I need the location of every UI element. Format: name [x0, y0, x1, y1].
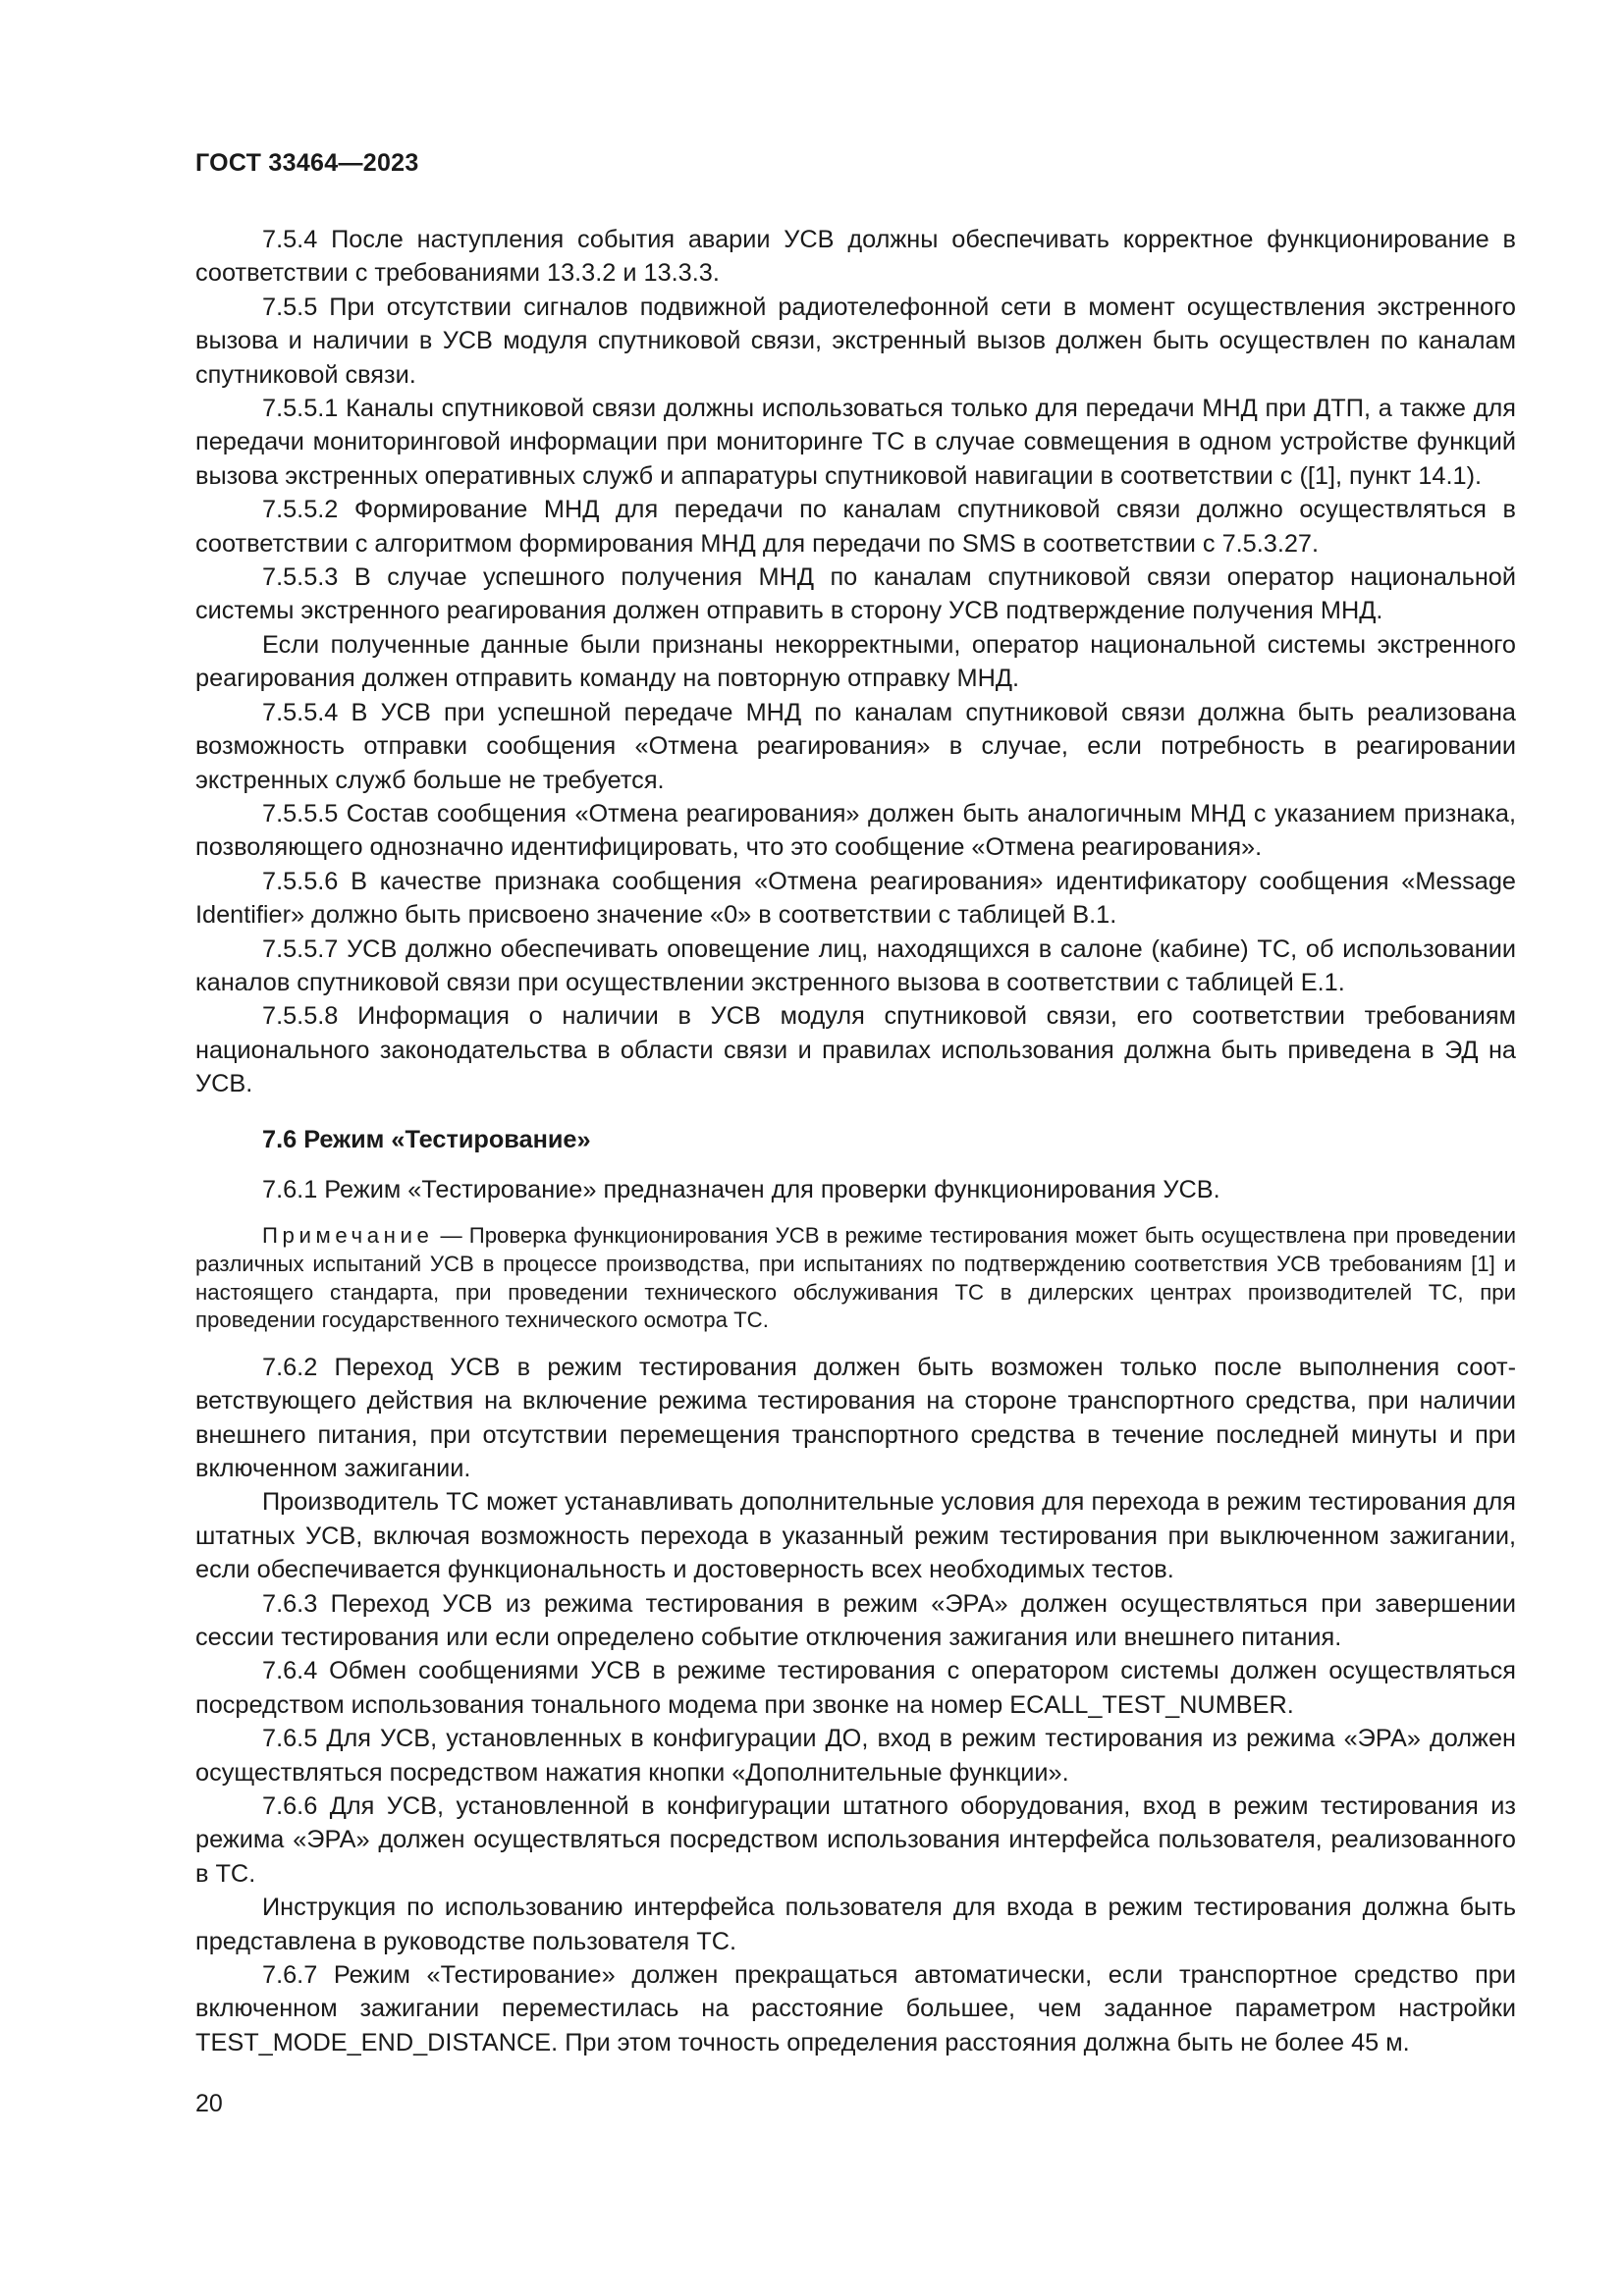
paragraph-7-5-5: 7.5.5 При отсутствии сигналов подвижной радиотелефонной сети в момент осуществления экстренного вызова и наличии в УСВ модуля спутниковой связи, экстренный вызов должен быть осуществлен по каналам спутниковой связи. — [195, 293, 1516, 389]
paragraph-7-6-1: 7.6.1 Режим «Тестирование» предназначен для проверки функционирования УСВ. — [262, 1175, 1220, 1203]
document-body — [195, 223, 1516, 2059]
paragraph-7-5-5-4: 7.5.5.4 В УСВ при успешной передаче МНД по каналам спутниковой связи должна быть реализована возможность отправки сообщения «Отмена реагирования» в случае, если потребность в реагировании экстренных служб больше не требуется. — [195, 698, 1516, 794]
paragraph-7-5-5-5: 7.5.5.5 Состав сообщения «Отмена реагирования» должен быть аналогичным МНД с указанием признака, позволяющего однозначно идентифицировать, что это сообщение «Отмена реагирования». — [195, 799, 1516, 862]
paragraph-7-6-4: 7.6.4 Обмен сообщениями УСВ в режиме тестирования с оператором системы должен осуществляться посредством использования тонального модема при звонке на номер ECALL_TEST_NUMBER. — [195, 1657, 1516, 1719]
paragraph-7-5-5-3-continued: Если полученные данные были признаны некорректными, оператор национальной системы экстренного реагирования должен отправить команду на повторную отправку МНД. — [195, 630, 1516, 693]
paragraph-7-5-5-8: 7.5.5.8 Информация о наличии в УСВ модуля спутниковой связи, его соответствии требованиям национального законодательства в области связи и правилах использования должна быть приведена в ЭД на УСВ. — [195, 1002, 1516, 1098]
page-number: 20 — [195, 2090, 223, 2117]
note-block — [195, 1222, 1516, 1334]
note-text: — Проверка функционирования УСВ в режиме тестирования может быть осуществлена при проведении различных испытаний УСВ в процессе производства, при испытаниях по подтверждению соответствия УСВ требованиям [1] и настоящего стандарта, при проведении технического обслуживания ТС в дилерских центрах производителей ТС, при проведении государственного технического осмотра ТС. — [195, 1223, 1516, 1333]
note-label: Примечание — [262, 1223, 434, 1249]
section-heading-7-6: 7.6 Режим «Тестирование» — [262, 1125, 591, 1153]
paragraph-7-5-5-2: 7.5.5.2 Формирование МНД для передачи по каналам спутниковой связи должно осуществляться в соответствии с алгоритмом формирования МНД для передачи по SMS в соответствии с 7.5.3.27. — [195, 496, 1516, 558]
paragraph-7-5-4: 7.5.4 После наступления события аварии УСВ должны обеспечивать корректное функционирование в соответствии с требованиями 13.3.2 и 13.3.3. — [195, 226, 1516, 288]
paragraph-7-6-3: 7.6.3 Переход УСВ из режима тестирования в режим «ЭРА» должен осуществляться при завершении сессии тестирования или если определено событие отключения зажигания или внешнего питания. — [195, 1589, 1516, 1651]
paragraph-7-6-2: 7.6.2 Переход УСВ в режим тестирования должен быть возможен только после выполнения соответствующего действия на включение режима тестирования на стороне транспортного средства, при наличии внешнего питания, при отсутствии перемещения транспортного средства в течение последней минуты и при включенном зажигании. — [195, 1353, 1516, 1482]
paragraph-7-5-5-7: 7.5.5.7 УСВ должно обеспечивать оповещение лиц, находящихся в салоне (кабине) ТС, об использовании каналов спутниковой связи при осуществлении экстренного вызова в соответствии с таблицей Е.1. — [195, 934, 1516, 996]
paragraph-7-6-6: 7.6.6 Для УСВ, установленной в конфигурации штатного оборудования, вход в режим тестирования из режима «ЭРА» должен осуществляться посредством использования интерфейса пользователя, реализованного в ТС. — [195, 1792, 1516, 1888]
paragraph-7-6-2-continued: Производитель ТС может устанавливать дополнительные условия для перехода в режим тестирования для штатных УСВ, включая возможность перехода в указанный режим тестирования при выключенном зажигании, если обеспечивается функциональность и достоверность всех необходимых тестов. — [195, 1488, 1516, 1584]
paragraph-7-5-5-6: 7.5.5.6 В качестве признака сообщения «Отмена реагирования» идентификатору сообщения «Message Identifier» должно быть присвоено значение «0» в соответствии с таблицей В.1. — [195, 867, 1516, 930]
paragraph-7-6-5: 7.6.5 Для УСВ, установленных в конфигурации ДО, вход в режим тестирования из режима «ЭРА» должен осуществляться посредством нажатия кнопки «Дополнительные функции». — [195, 1725, 1516, 1787]
standard-designation: ГОСТ 33464—2023 — [195, 149, 419, 177]
paragraph-7-6-7: 7.6.7 Режим «Тестирование» должен прекращаться автоматически, если транспортное средство при включенном зажигании переместилась на расстояние большее, чем заданное параметром настройки TEST_MODE_END_DISTANCE. При этом точность определения расстояния должна быть не более 45 м. — [195, 1961, 1516, 2056]
paragraph-7-5-5-1: 7.5.5.1 Каналы спутниковой связи должны использоваться только для передачи МНД при ДТП, а также для передачи мониторинговой информации при мониторинге ТС в случае совмещения в одном устройстве функций вызова экстренных оперативных служб и аппаратуры спутниковой навигации в соответствии с ([1], пункт 14.1). — [195, 395, 1516, 490]
paragraph-7-6-6-continued: Инструкция по использованию интерфейса пользователя для входа в режим тестирования должна быть представлена в руководстве пользователя ТС. — [195, 1894, 1516, 1955]
paragraph-7-5-5-3: 7.5.5.3 В случае успешного получения МНД по каналам спутниковой связи оператор национальной системы экстренного реагирования должен отправить в сторону УСВ подтверждение получения МНД. — [195, 563, 1516, 625]
